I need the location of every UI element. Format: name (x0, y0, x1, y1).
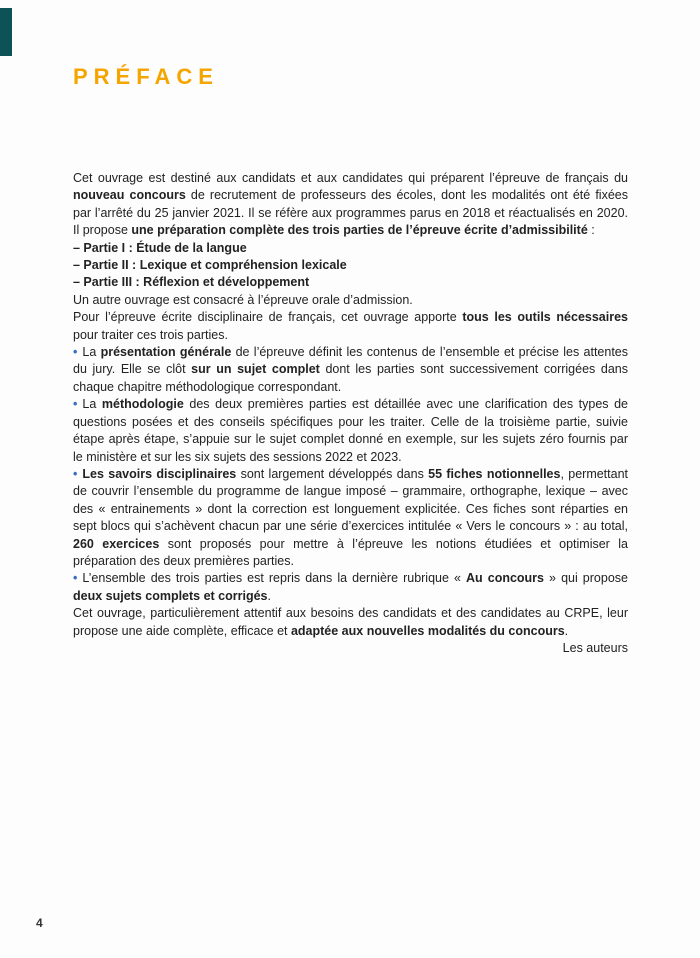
bullet-presentation (73, 344, 628, 396)
oral-exam-paragraph: Un autre ouvrage est consacré à l’épreuve orale d’admission. (73, 292, 413, 307)
bullet-savoirs-text: Les savoirs disciplinaires sont largement développés dans 55 fiches notionnelles, permettant de couvrir l’ensemble du programme de langue imposé – grammaire, orthographe, lexique – avec des « entrainements » dont la correction est longuement explicitée. Ces fiches sont réparties en sept blocs qui s’achèvent chacun par une série d’exercices intitulée « Vers le concours » : au total, 260 exercices sont proposés pour mettre à l’épreuve les notions étudiées et optimiser la préparation des deux premières parties. (73, 466, 629, 568)
bullet-methodologie-text: La méthodologie des deux premières parties est détaillée avec une clarification des types de questions posées et des conseils spécifiques pour les traiter. Celle de la troisième partie, suivie étape après étape, s’appuie sur le sujet complet donné en exemple, sur les sujets zéro fournis par le ministère et sur les six sujets des sessions 2022 et 2023. (73, 397, 628, 464)
intro-paragraph: Cet ouvrage est destiné aux candidats et aux candidates qui préparent l’épreuve de français du nouveau concours de recrutement de professeurs des écoles, dont les modalités ont été fixées par l’arrêté du 25 janvier 2021. Il se réfère aux programmes parus en 2018 et réactualisés en 2020. Il propose une préparation complète des trois parties de l’épreuve écrite d’admissibilité : (73, 171, 628, 238)
list-item-part1: – Partie I : Étude de la langue (73, 240, 247, 255)
signature: Les auteurs (562, 640, 628, 655)
closing-paragraph: Cet ouvrage, particulièrement attentif aux besoins des candidats et des candidates au CRPE, leur propose une aide complète, efficace et adaptée aux nouvelles modalités du concours. (73, 606, 628, 638)
bullet-icon: • (73, 466, 78, 481)
page-number: 4 (36, 916, 43, 930)
bullet-presentation-text: La présentation générale de l’épreuve définit les contenus de l’ensemble et précise les attentes du jury. Elle se clôt sur un sujet complet dont les parties sont successivement corrigées dans chaque chapitre méthodologique correspondant. (73, 345, 629, 394)
list-item-part2: – Partie II : Lexique et compréhension lexicale (73, 258, 347, 273)
bullet-savoirs (73, 466, 628, 570)
bullet-icon: • (73, 571, 78, 586)
bullet-au-concours-text: L’ensemble des trois parties est repris dans la dernière rubrique « Au concours » qui propose deux sujets complets et corrigés. (73, 571, 628, 603)
bullet-au-concours (73, 570, 628, 605)
chapter-edge-mark (0, 8, 12, 56)
bullet-methodologie (73, 396, 628, 466)
bullet-icon: • (73, 397, 78, 412)
list-item-part3: – Partie III : Réflexion et développement (73, 275, 310, 290)
bullet-icon: • (73, 345, 78, 360)
page-title: PRÉFACE (73, 64, 219, 89)
page-content (73, 170, 628, 657)
tools-paragraph: Pour l’épreuve écrite disciplinaire de français, cet ouvrage apporte tous les outils nécessaires pour traiter ces trois parties. (73, 310, 628, 342)
